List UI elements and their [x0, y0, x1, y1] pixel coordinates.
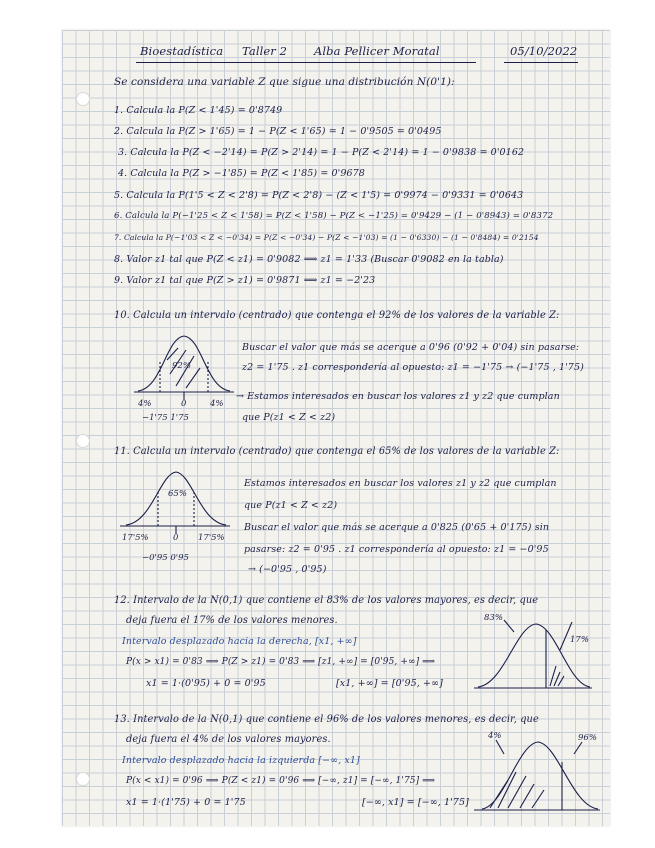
- q10-line-3: → Estamos interesados en buscar los valores z1 y z2 que cumplan: [236, 391, 560, 402]
- q12-line-2: P(x > x1) = 0'83 ⟹ P(Z > z1) = 0'83 ⟹ [z1, +∞] = [0'95, +∞] ⟹: [126, 657, 436, 667]
- q10-zero-label: 0: [181, 399, 187, 409]
- q12-line-4: [x1, +∞] = [0'95, +∞]: [336, 678, 443, 689]
- exercise-text: Calcula la P(1'5 < Z < 2'8) = P(Z < 2'8) − (Z < 1'5) = 0'9974 − 0'9331 = 0'0643: [126, 190, 524, 201]
- exercise-text: Calcula la P(−1'03 < Z < −0'34) = P(Z < −0'34) − P(Z < −1'03) = (1 − 0'6330) − (1 − 0'8484) = 0'2154: [123, 233, 539, 242]
- exercise-6: [114, 211, 553, 221]
- exercise-9: [114, 275, 375, 286]
- author-name: Alba Pellicer Moratal: [314, 44, 440, 58]
- q10-center-label: 92%: [172, 361, 191, 371]
- exercise-number: 3.: [118, 147, 128, 158]
- exercise-number: 6.: [114, 211, 123, 221]
- exercise-number: 8.: [114, 254, 124, 265]
- exercise-text: Calcula la P(Z > 1'65) = 1 − P(Z < 1'65) = 1 − 0'9505 = 0'0495: [126, 126, 442, 137]
- exercise-text: Calcula la P(Z < 1'45) = 0'8749: [126, 105, 283, 116]
- q12-small-area-label: 17%: [570, 635, 589, 645]
- q11-zero-label: 0: [173, 533, 179, 543]
- q11-line-2: que P(z1 < Z < z2): [244, 500, 338, 511]
- worksheet-label: Taller 2: [242, 44, 288, 58]
- q11-line-5: → (−0'95 , 0'95): [248, 564, 327, 575]
- q11-right-tail-label: 17'5%: [198, 533, 225, 543]
- q10-line-2: z2 = 1'75 . z1 correspondería al opuesto: z1 = −1'75 → (−1'75 , 1'75): [242, 362, 584, 373]
- q12-normal-curve-figure: [474, 614, 592, 694]
- q10-title: 10. Calcula un intervalo (centrado) que contenga el 92% de los valores de la variable Z:: [114, 310, 560, 321]
- binder-hole: [76, 772, 90, 786]
- q13-title-cont: deja fuera el 4% de los valores mayores.: [126, 734, 331, 745]
- exercise-4: [118, 168, 365, 179]
- q11-left-tail-label: 17'5%: [122, 533, 149, 543]
- exercise-text: Calcula la P(−1'25 < Z < 1'58) = P(Z < 1'58) − P(Z < −1'25) = 0'9429 − (1 − 0'8943) = 0'8372: [125, 211, 554, 221]
- binder-hole: [76, 434, 90, 448]
- q13-line-4: [−∞, x1] = [−∞, 1'75]: [362, 797, 469, 808]
- exercise-number: 9.: [114, 275, 124, 286]
- q12-title: 12. Intervalo de la N(0,1) que contiene el 83% de los valores mayores, es decir, que: [114, 595, 539, 606]
- binder-hole: [76, 92, 90, 106]
- date-rule: [504, 62, 578, 63]
- header-rule: [136, 62, 476, 63]
- q10-normal-curve-figure: [134, 330, 234, 423]
- exercise-number: 2.: [114, 126, 124, 137]
- q10-right-tail-label: 4%: [210, 399, 224, 409]
- q11-line-3: Buscar el valor que más se acerque a 0'825 (0'65 + 0'175) sin: [244, 522, 550, 533]
- date: 05/10/2022: [510, 44, 578, 58]
- exercise-number: 1.: [114, 105, 124, 116]
- q13-line-3: x1 = 1·(1'75) + 0 = 1'75: [126, 797, 246, 808]
- q13-line-1: Intervalo desplazado hacia la izquierda [−∞, x1]: [122, 755, 360, 766]
- q11-center-label: 65%: [168, 489, 187, 499]
- exercise-1: [114, 105, 282, 116]
- exercise-2: [114, 126, 442, 137]
- exercise-5: [114, 190, 523, 201]
- q13-small-area-label: 4%: [488, 731, 502, 741]
- q10-line-4: que P(z1 < Z < z2): [242, 412, 336, 423]
- exercise-text: Calcula la P(Z < −2'14) = P(Z > 2'14) = 1 − P(Z < 2'14) = 1 − 0'9838 = 0'0162: [130, 147, 525, 158]
- q12-line-1: Intervalo desplazado hacia la derecha, [x1, +∞]: [122, 636, 357, 647]
- q11-line-1: Estamos interesados en buscar los valores z1 y z2 que cumplan: [244, 478, 557, 489]
- subject-title: Bioestadística: [140, 44, 224, 58]
- exercise-8: [114, 254, 504, 265]
- q13-title: 13. Intervalo de la N(0,1) que contiene el 96% de los valores menores, es decir, que: [114, 714, 539, 725]
- q11-line-4: pasarse: z2 = 0'95 . z1 correspondería al opuesto: z1 = −0'95: [244, 544, 549, 555]
- q13-normal-curve-figure: [474, 732, 600, 816]
- exercise-3: [118, 147, 524, 158]
- q10-left-tail-label: 4%: [138, 399, 152, 409]
- q13-line-2: P(x < x1) = 0'96 ⟹ P(Z < z1) = 0'96 ⟹ [−∞, z1] = [−∞, 1'75] ⟹: [126, 776, 436, 786]
- q12-line-3: x1 = 1·(0'95) + 0 = 0'95: [146, 678, 266, 689]
- q12-big-area-label: 83%: [484, 613, 503, 623]
- q11-normal-curve-figure: [120, 470, 230, 570]
- exercise-number: 5.: [114, 190, 124, 201]
- q10-tick-labels: −1'75 1'75: [142, 413, 189, 423]
- exercise-number: 4.: [118, 168, 128, 179]
- q13-big-area-label: 96%: [578, 733, 597, 743]
- exercise-7: [114, 233, 539, 242]
- q12-title-cont: deja fuera el 17% de los valores menores.: [126, 615, 338, 626]
- intro-statement: Se considera una variable Z que sigue una distribución N(0'1):: [114, 76, 455, 88]
- q10-line-1: Buscar el valor que más se acerque a 0'96 (0'92 + 0'04) sin pasarse:: [242, 342, 580, 353]
- q11-tick-labels: −0'95 0'95: [142, 553, 189, 563]
- exercise-number: 7.: [114, 233, 122, 242]
- exercise-text: Valor z1 tal que P(Z < z1) = 0'9082 ⟹ z1 = 1'33 (Buscar 0'9082 en la tabla): [126, 254, 504, 265]
- notebook-page: [62, 30, 610, 826]
- exercise-text: Calcula la P(Z > −1'85) = P(Z < 1'85) = 0'9678: [130, 168, 365, 179]
- q11-title: 11. Calcula un intervalo (centrado) que contenga el 65% de los valores de la variable Z:: [114, 446, 560, 457]
- exercise-text: Valor z1 tal que P(Z > z1) = 0'9871 ⟹ z1 = −2'23: [126, 275, 376, 286]
